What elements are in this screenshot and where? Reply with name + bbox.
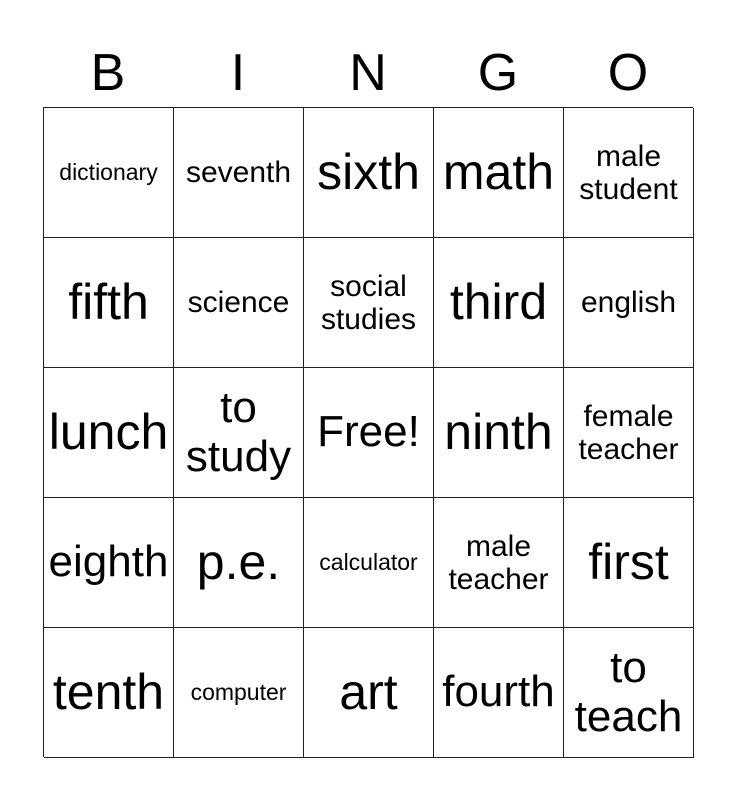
cell-text: p.e. <box>196 534 281 590</box>
bingo-cell[interactable] <box>564 108 694 238</box>
cell-text: female teacher <box>578 399 679 466</box>
bingo-cell[interactable] <box>304 498 434 628</box>
cell-text: computer <box>190 678 287 705</box>
bingo-cell[interactable] <box>434 368 564 498</box>
bingo-cell[interactable] <box>434 628 564 758</box>
cell-text: math <box>442 144 555 200</box>
cell-text: tenth <box>52 664 165 720</box>
bingo-cell[interactable] <box>174 368 304 498</box>
cell-text: to study <box>185 383 292 481</box>
cell-text: fourth <box>442 667 555 717</box>
bingo-cell[interactable] <box>174 238 304 368</box>
cell-text: dictionary <box>59 158 158 185</box>
cell-text: third <box>449 274 548 330</box>
cell-text: ninth <box>444 404 553 460</box>
free-space-text: Free! <box>317 407 420 457</box>
cell-text: first <box>588 534 669 590</box>
bingo-card <box>43 107 693 757</box>
cell-text: fifth <box>68 274 149 330</box>
bingo-cell[interactable] <box>434 238 564 368</box>
cell-text: social studies <box>320 269 417 336</box>
cell-text: male teacher <box>448 529 549 596</box>
free-space-cell[interactable] <box>304 368 434 498</box>
bingo-cell[interactable] <box>564 238 694 368</box>
bingo-header <box>43 38 693 108</box>
bingo-cell[interactable] <box>174 628 304 758</box>
bingo-cell[interactable] <box>304 108 434 238</box>
bingo-cell[interactable] <box>564 628 694 758</box>
bingo-cell[interactable] <box>434 108 564 238</box>
bingo-cell[interactable] <box>174 498 304 628</box>
bingo-cell[interactable] <box>174 108 304 238</box>
header-letter-i: I <box>230 44 246 102</box>
cell-text: sixth <box>317 144 420 200</box>
header-letter-n: N <box>349 44 387 102</box>
bingo-cell[interactable] <box>44 368 174 498</box>
cell-text: lunch <box>48 404 169 460</box>
bingo-cell[interactable] <box>304 238 434 368</box>
bingo-cell[interactable] <box>434 498 564 628</box>
cell-text: male student <box>579 139 678 206</box>
cell-text: calculator <box>319 548 418 575</box>
cell-text: english <box>580 286 677 319</box>
bingo-cell[interactable] <box>44 628 174 758</box>
bingo-cell[interactable] <box>304 628 434 758</box>
bingo-cell[interactable] <box>44 238 174 368</box>
cell-text: eighth <box>48 537 169 587</box>
cell-text: art <box>339 664 398 720</box>
cell-text: to teach <box>574 643 683 741</box>
bingo-cell[interactable] <box>564 498 694 628</box>
cell-text: science <box>187 286 290 319</box>
bingo-cell[interactable] <box>44 498 174 628</box>
cell-text: seventh <box>185 156 292 189</box>
bingo-cell[interactable] <box>564 368 694 498</box>
bingo-cell[interactable] <box>44 108 174 238</box>
header-letter-o: O <box>607 44 649 102</box>
header-letter-g: G <box>477 44 519 102</box>
header-letter-b: B <box>90 44 126 102</box>
